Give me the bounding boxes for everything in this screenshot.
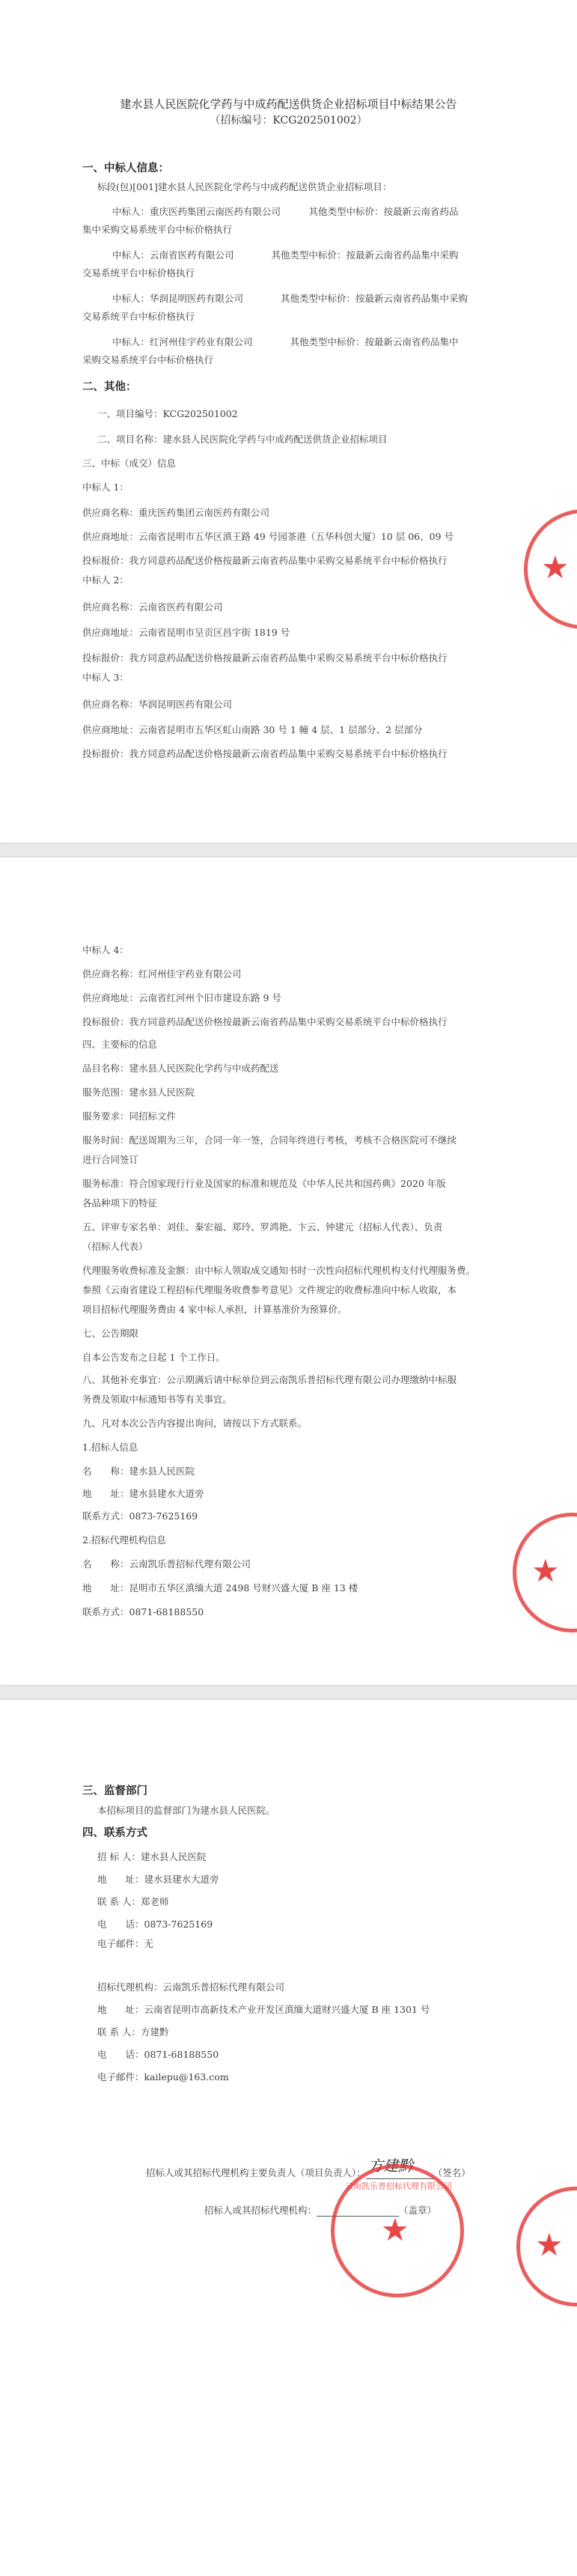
winner-2-line-cont: 交易系统平台中标价格执行 (82, 267, 195, 279)
winner-4-line-cont: 采购交易系统平台中标价格执行 (82, 354, 214, 365)
tenderer-info-heading: 1.招标人信息 (82, 1442, 138, 1453)
winner-2-label: 中标人 2： (82, 574, 129, 586)
winner-1-price: 投标报价：我方同意药品配送价格按最新云南省药品集中采购交易系统平台中标价格执行 (82, 555, 448, 566)
winner-3-line-cont: 交易系统平台中标价格执行 (82, 311, 195, 322)
winner-1-name: 供应商名称：重庆医药集团云南医药有限公司 (82, 507, 270, 518)
agency-name: 名 称：云南凯乐普招标代理有限公司 (82, 1558, 251, 1570)
notice-period-heading: 七、公告期限 (82, 1328, 139, 1339)
seal-star-icon: ★ (535, 2226, 564, 2263)
seal-star-icon: ★ (531, 1552, 560, 1589)
document-title: 建水县人民医院化学药与中成药配送供货企业招标项目中标结果公告 (120, 97, 457, 111)
agency-seal (331, 2164, 464, 2297)
seal-star-icon: ★ (381, 2211, 409, 2248)
winner-4-line: 中标人：红河州佳宇药业有限公司 其他类型中标价：按最新云南省药品集中 (112, 336, 459, 347)
agency-fee-line-3: 项目招标代理服务费由 4 家中标人承担，计算基准价为预算价。 (82, 1304, 347, 1315)
winner-2-name: 供应商名称：云南省医药有限公司 (82, 601, 223, 613)
supplementary-line-1: 八、其他补充事宜：公示期满后请中标单位到云南凯乐普招标代理有限公司办理缴纳中标服 (82, 1374, 457, 1385)
contact-tenderer-phone: 电 话：0873-7625169 (97, 1919, 213, 1930)
seal-label: 招标人或其招标代理机构： (204, 2205, 317, 2216)
lot-intro: 标段(包)[001]建水县人民医院化学药与中成药配送供货企业招标项目： (97, 181, 392, 192)
signature-suffix: （签名） (433, 2167, 471, 2178)
service-standard-cont: 各品种项下的特征 (82, 1197, 158, 1209)
supervision-value: 本招标项目的监督部门为建水县人民医院。 (97, 1805, 275, 1816)
contact-agency-email: 电子邮件：kailepu@163.com (97, 2071, 229, 2083)
seal-text: 云南凯乐普招标代理有限公司 (345, 2181, 452, 2191)
winner-2-line: 中标人：云南省医药有限公司 其他类型中标价：按最新云南省药品集中采购 (112, 249, 459, 261)
signature-label: 招标人或其招标代理机构主要负责人（项目负责人）： (146, 2167, 366, 2178)
agency-fee-line-2: 参照《云南省建设工程招标代理服务收费参考意见》文件规定的收费标准向中标人收取，本 (82, 1284, 457, 1295)
winner-4-address: 供应商地址：云南省红河州个旧市建设东路 9 号 (82, 992, 281, 1003)
item-name: 品目名称：建水县人民医院化学药与中成药配送 (82, 1063, 279, 1074)
contact-tenderer-person: 联 系 人：郑老师 (97, 1896, 169, 1907)
winner-3-line: 中标人：华润昆明医药有限公司 其他类型中标价：按最新云南省药品集中采购 (112, 293, 468, 304)
service-period-cont: 进行合同签订 (82, 1154, 139, 1165)
tenderer-name: 名 称：建水县人民医院 (82, 1465, 195, 1477)
winner-3-name: 供应商名称：华润昆明医药有限公司 (82, 699, 233, 710)
winner-1-label: 中标人 1： (82, 482, 129, 493)
project-name: 二、项目名称：建水县人民医院化学药与中成药配送供货企业招标项目 (97, 434, 388, 445)
document-page-1 (0, 0, 577, 842)
contact-heading: 四、联系方式 (82, 1826, 147, 1839)
winner-2-price: 投标报价：我方同意药品配送价格按最新云南省药品集中采购交易系统平台中标价格执行 (82, 652, 448, 663)
tenderer-phone: 联系方式：0873-7625169 (82, 1510, 198, 1522)
notice-period-value: 自本公告发布之日起 1 个工作日。 (82, 1352, 225, 1363)
winner-4-name: 供应商名称：红河州佳宇药业有限公司 (82, 968, 242, 979)
official-seal-partial (513, 1513, 577, 1632)
contact-tenderer-name: 招 标 人：建水县人民医院 (97, 1851, 207, 1862)
winner-2-address: 供应商地址：云南省昆明市呈贡区昌宇街 1819 号 (82, 627, 290, 638)
contact-agency-person: 联 系 人：方建黔 (97, 2026, 169, 2038)
agency-info-heading: 2.招标代理机构信息 (82, 1534, 166, 1546)
service-scope: 服务范围：建水县人民医院 (82, 1087, 195, 1098)
service-period: 服务时间：配送周期为三年，合同一年一签，合同年终进行考核，考核不合格医院可不继续 (82, 1134, 457, 1146)
agency-address: 地 址：昆明市五华区滇缅大道 2498 号财兴盛大厦 B 座 13 楼 (82, 1582, 358, 1594)
contact-tenderer-email: 电子邮件：无 (97, 1938, 154, 1949)
contact-agency-name: 招标代理机构：云南凯乐普招标代理有限公司 (97, 1981, 285, 1993)
main-subject-heading: 四、主要标的信息 (82, 1039, 158, 1050)
winner-1-line-cont: 集中采购交易系统平台中标价格执行 (82, 224, 233, 235)
section-other-heading: 二、其他： (82, 380, 137, 393)
handwritten-signature: 方建黔 (368, 2157, 413, 2175)
review-experts: 五、评审专家名单：刘佳、秦宏福、郑玲、罗鸿艳、卞云、钟建元（招标人代表）、负责 (82, 1221, 443, 1233)
tenderer-address: 地 址：建水县建水大道旁 (82, 1488, 204, 1499)
winner-1-line: 中标人：重庆医药集团云南医药有限公司 其他类型中标价：按最新云南省药品 (112, 206, 459, 217)
official-seal-partial (516, 2187, 577, 2306)
winner-1-address: 供应商地址：云南省昆明市五华区滇王路 49 号园茶港（五华科创大厦）10 层 06、09 号 (82, 531, 454, 542)
supervision-heading: 三、监督部门 (82, 1784, 147, 1797)
winner-4-label: 中标人 4： (82, 944, 129, 956)
seal-suffix: （盖章） (399, 2205, 437, 2216)
seal-star-icon: ★ (541, 549, 570, 586)
section-winner-heading: 一、中标人信息： (82, 162, 169, 174)
winner-3-address: 供应商地址：云南省昆明市五华区虹山南路 30 号 1 幢 4 层、1 层部分、2 层部分 (82, 724, 423, 735)
contact-agency-address: 地 址：云南省昆明市高新技术产业开发区滇缅大道财兴盛大厦 B 座 1301 号 (97, 2004, 430, 2015)
agency-phone: 联系方式：0871-68188550 (82, 1606, 204, 1617)
contact-agency-phone: 电 话：0871-68188550 (97, 2049, 219, 2060)
document-page-3 (0, 1700, 577, 2576)
winner-3-price: 投标报价：我方同意药品配送价格按最新云南省药品集中采购交易系统平台中标价格执行 (82, 748, 448, 759)
supplementary-line-2: 务费及领取中标通知书等有关事宜。 (82, 1394, 233, 1405)
document-page-2 (0, 857, 577, 1685)
project-number-line: （招标编号：KCG202501002） (210, 115, 367, 127)
service-requirement: 服务要求：同招标文件 (82, 1111, 177, 1122)
official-seal-partial (524, 509, 577, 629)
contact-tenderer-address: 地 址：建水县建水大道旁 (97, 1874, 219, 1885)
winner-4-price: 投标报价：我方同意药品配送价格按最新云南省药品集中采购交易系统平台中标价格执行 (82, 1016, 448, 1027)
agency-fee-line-1: 代理服务收费标准及金额：由中标人领取成交通知书时一次性向招标代理机构支付代理服务费。 (82, 1265, 476, 1276)
review-experts-cont: （招标人代表） (82, 1241, 148, 1252)
award-info-heading: 三、中标（成交）信息 (82, 458, 177, 469)
inquiry-line: 九、凡对本次公告内容提出询问，请按以下方式联系。 (82, 1418, 308, 1429)
service-standard: 服务标准：符合国家现行行业及国家的标准和规范及《中华人民共和国药典》2020 年版 (82, 1178, 446, 1189)
winner-3-label: 中标人 3： (82, 672, 129, 683)
project-number: 一、项目编号：KCG202501002 (97, 408, 238, 419)
